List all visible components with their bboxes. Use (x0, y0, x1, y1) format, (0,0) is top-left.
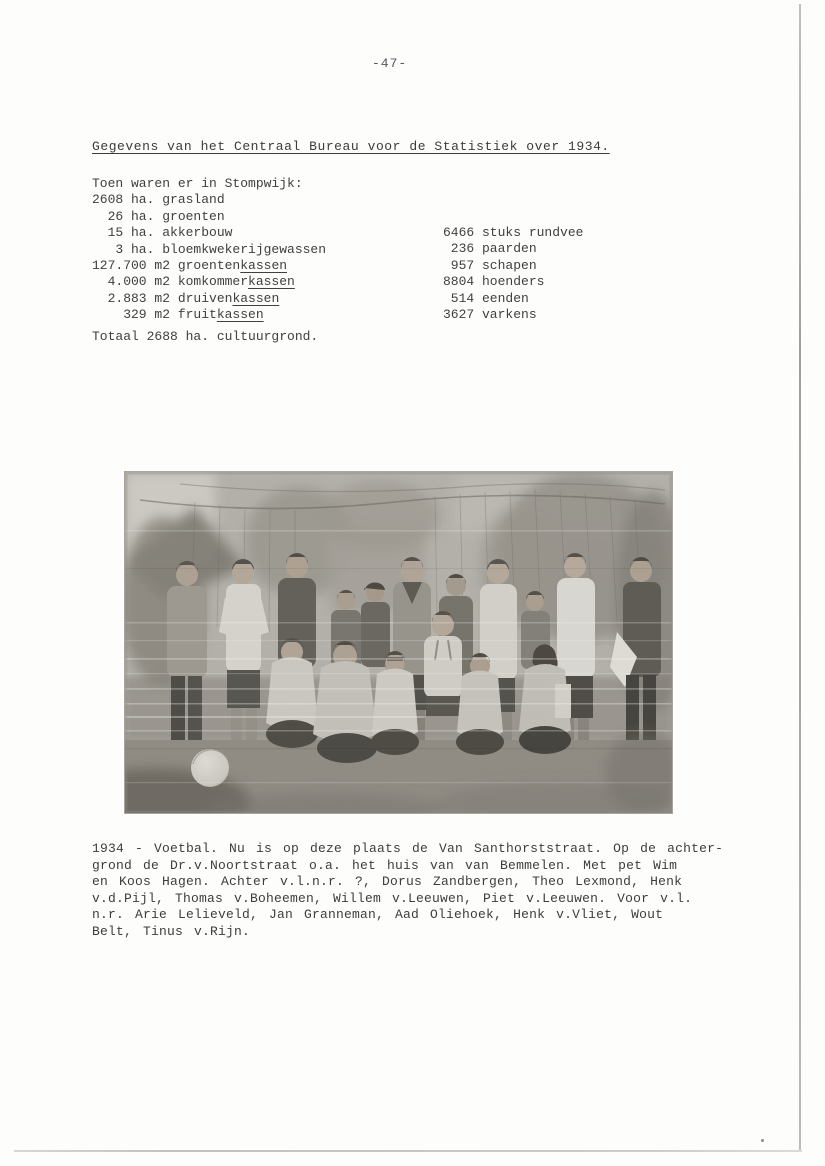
scan-speck (761, 1139, 764, 1142)
stats-right-row: 6466 stuks rundvee (443, 225, 584, 240)
page-number: -47- (372, 56, 408, 71)
section-heading: Gegevens van het Centraal Bureau voor de Statistiek over 1934. (92, 139, 610, 154)
stats-left-row: 3 ha. bloemkwekerijgewassen (92, 241, 327, 257)
stats-right-row: 3627 varkens (443, 306, 537, 322)
scan-edge-horizontal-line (14, 1150, 802, 1152)
stats-right-row: 8804 hoenders (443, 274, 545, 290)
stats-left-row: 329 m2 fruitkassen (92, 307, 264, 323)
stats-left-row: Toen waren er in Stompwijk: (92, 176, 303, 191)
photo-caption-line: en Koos Hagen. Achter v.l.n.r. ?, Dorus Zandbergen, Theo Lexmond, Henk (92, 874, 683, 890)
statistics-right-column (443, 225, 583, 323)
team-photo (125, 472, 672, 813)
underlined-word: kassen (240, 257, 288, 273)
statistics-total-line: Totaal 2688 ha. cultuurgrond. (92, 329, 319, 344)
stats-left-row: 127.700 m2 groentenkassen (92, 257, 288, 273)
underlined-word: kassen (216, 307, 264, 323)
stats-left-row: 26 ha. groenten (92, 208, 225, 224)
photo-caption-line: 1934 - Voetbal. Nu is op deze plaats de Van Santhorststraat. Op de achter- (92, 841, 724, 856)
team-photo-image (125, 472, 672, 813)
underlined-word: kassen (232, 290, 280, 306)
photo-caption-line: Belt, Tinus v.Rijn. (92, 923, 251, 939)
photo-caption (92, 841, 723, 941)
statistics-left-column (92, 176, 326, 324)
stats-left-row: 4.000 m2 komkommerkassen (92, 274, 295, 290)
photo-caption-line: v.d.Pijl, Thomas v.Boheemen, Willem v.Leeuwen, Piet v.Leeuwen. Voor v.l. (92, 890, 693, 906)
stats-left-row: 2.883 m2 druivenkassen (92, 290, 280, 306)
stats-left-row: 15 ha. akkerbouw (92, 225, 233, 241)
stats-left-row: 2608 ha. grasland (92, 192, 225, 208)
stats-right-row: 957 schapen (443, 257, 537, 273)
scan-edge-vertical-line (799, 4, 801, 1152)
stats-right-row: 236 paarden (443, 241, 537, 257)
photo-caption-line: n.r. Arie Lelieveld, Jan Granneman, Aad Oliehoek, Henk v.Vliet, Wout (92, 907, 664, 923)
underlined-word: kassen (248, 274, 295, 290)
stats-right-row: 514 eenden (443, 290, 529, 306)
photo-caption-line: grond de Dr.v.Noortstraat o.a. het huis van van Bemmelen. Met pet Wim (92, 857, 678, 873)
